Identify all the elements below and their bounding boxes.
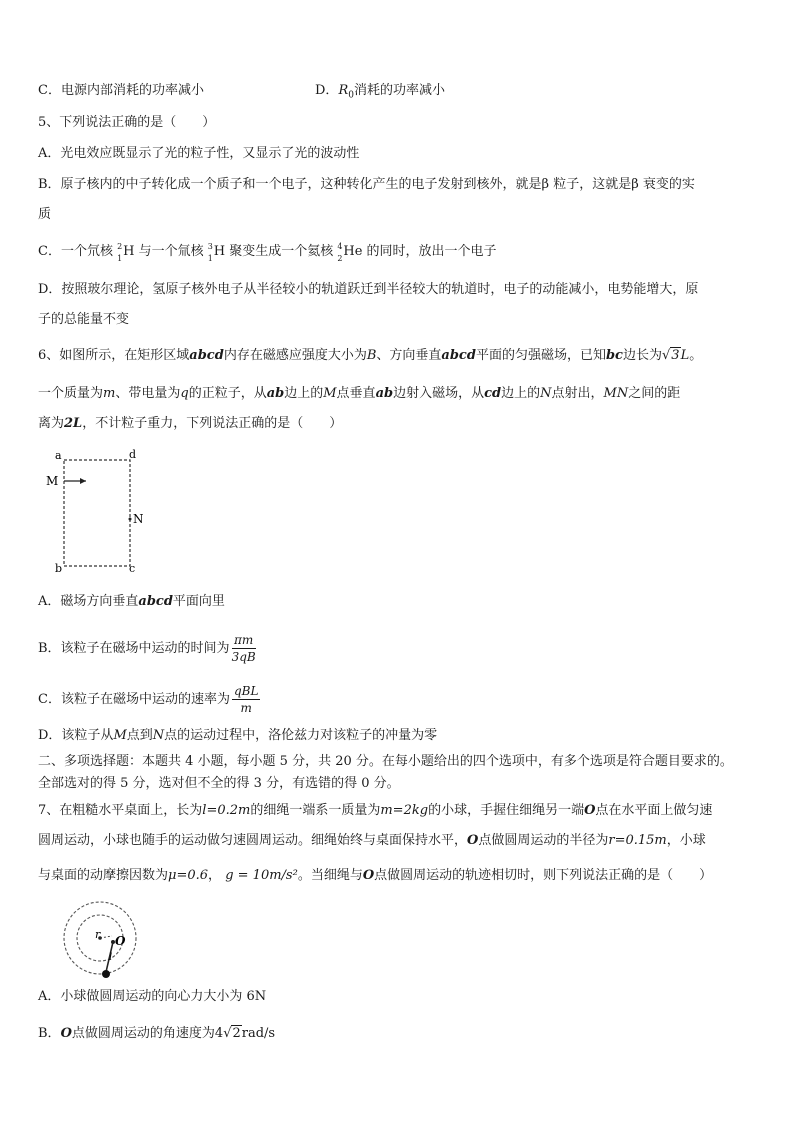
q5-option-d: D．按照玻尔理论，氢原子核外电子从半径较小的轨道跃迁到半径较大的轨道时，电子的动能减小，电势能增大，原 bbox=[38, 282, 699, 297]
q7-option-b: B．O点做圆周运动的角速度为4√2rad/s bbox=[38, 1026, 276, 1041]
q6-option-c: C．该粒子在磁场中运动的速率为 $\frac{\text{qBL}}{m}$ bbox=[38, 684, 259, 715]
q6-stem-line1: 6、如图所示，在矩形区域abcd内存在磁感应强度大小为B、方向垂直abcd平面的匀强磁场，已知bc边长为√3L。 bbox=[38, 348, 703, 363]
label-r: r bbox=[95, 928, 101, 941]
q5-option-b: B．原子核内的中子转化成一个质子和一个电子，这种转化产生的电子发射到核外，就是β 粒子，这就是β 衰变的实 bbox=[38, 177, 695, 192]
q4-option-d: D．$R_0$消耗的功率减小 bbox=[315, 83, 445, 101]
field-region bbox=[64, 460, 130, 566]
q7-stem-line3: 与桌面的动摩擦因数为μ=0.6， g = 10m/s²。当细绳与O点做圆周运动的轨迹相切时，则下列说法正确的是（ ） bbox=[38, 868, 713, 883]
q6-option-b: B．该粒子在磁场中运动的时间为 $\frac{\pi m}{3qB}$ bbox=[38, 633, 256, 664]
q6-stem-line2: 一个质量为m、带电量为q的正粒子，从ab边上的M点垂直ab边射入磁场，从cd边上的N点射出，MN之间的距 bbox=[38, 386, 681, 401]
section2-header-line1: 二、多项选择题：本题共 4 小题，每小题 5 分，共 20 分。在每小题给出的四个选项中，有多个选项是符合题目要求的。 bbox=[38, 754, 733, 769]
point-n bbox=[129, 518, 132, 521]
sqrt-expression: √3 bbox=[661, 348, 680, 363]
q7-stem-line2: 圆周运动，小球也随手的运动做匀速圆周运动。细绳始终与桌面保持水平，O点做圆周运动的半径为r=0.15m，小球 bbox=[38, 833, 706, 848]
q4-option-c: C．电源内部消耗的功率减小 bbox=[38, 83, 204, 98]
q5-option-b-cont: 质 bbox=[38, 207, 52, 222]
nuclide-helium: 4 2 He bbox=[337, 242, 363, 263]
q6-figure-rectangle bbox=[40, 447, 150, 577]
label-l: l bbox=[109, 952, 113, 963]
q5-option-d-cont: 子的总能量不变 bbox=[38, 312, 130, 327]
q5-stem: 5、下列说法正确的是（ ） bbox=[38, 115, 216, 130]
q7-option-a: A．小球做圆周运动的向心力大小为 6N bbox=[38, 989, 267, 1004]
nuclide-tritium: 3 1 H bbox=[207, 242, 226, 263]
ball bbox=[102, 970, 110, 978]
q5-option-a: A．光电效应既显示了光的粒子性，又显示了光的波动性 bbox=[38, 146, 360, 161]
label-m: M bbox=[46, 474, 59, 488]
q6-stem-line3: 离为2L，不计粒子重力，下列说法正确的是（ ） bbox=[38, 416, 343, 431]
q7-figure-circles bbox=[40, 898, 140, 986]
fraction-speed: $\frac{\text{qBL}}{m}$ bbox=[233, 684, 259, 715]
q6-option-d: D．该粒子从M点到N点的运动过程中，洛伦兹力对该粒子的冲量为零 bbox=[38, 728, 438, 743]
nuclide-deuterium: 2 1 H bbox=[117, 242, 135, 263]
radius-line bbox=[100, 936, 112, 938]
label-b: b bbox=[55, 562, 63, 575]
q6-option-a: A．磁场方向垂直abcd平面向里 bbox=[38, 594, 225, 609]
label-n: N bbox=[133, 512, 144, 526]
q5-option-c: C．一个氘核 2 1 H 与一个氚核 3 1 H 聚变生成一个氦核 4 2 He 的同时，放出一个电子 bbox=[38, 242, 497, 263]
sqrt-expression: √2 bbox=[223, 1026, 241, 1041]
arrow-head-icon bbox=[80, 478, 86, 484]
fraction-time: $\frac{\pi m}{3qB}$ bbox=[231, 633, 256, 664]
q7-stem-line1: 7、在粗糙水平桌面上，长为l=0.2m的细绳一端系一质量为m=2kg的小球，手握住细绳另一端O点在水平面上做匀速 bbox=[38, 803, 713, 818]
label-o: O bbox=[115, 934, 126, 948]
section2-header-line2: 全部选对的得 5 分，选对但不全的得 3 分，有选错的得 0 分。 bbox=[38, 776, 400, 791]
label-d: d bbox=[129, 448, 137, 461]
label-a: a bbox=[55, 449, 62, 462]
label-c: c bbox=[129, 562, 136, 575]
